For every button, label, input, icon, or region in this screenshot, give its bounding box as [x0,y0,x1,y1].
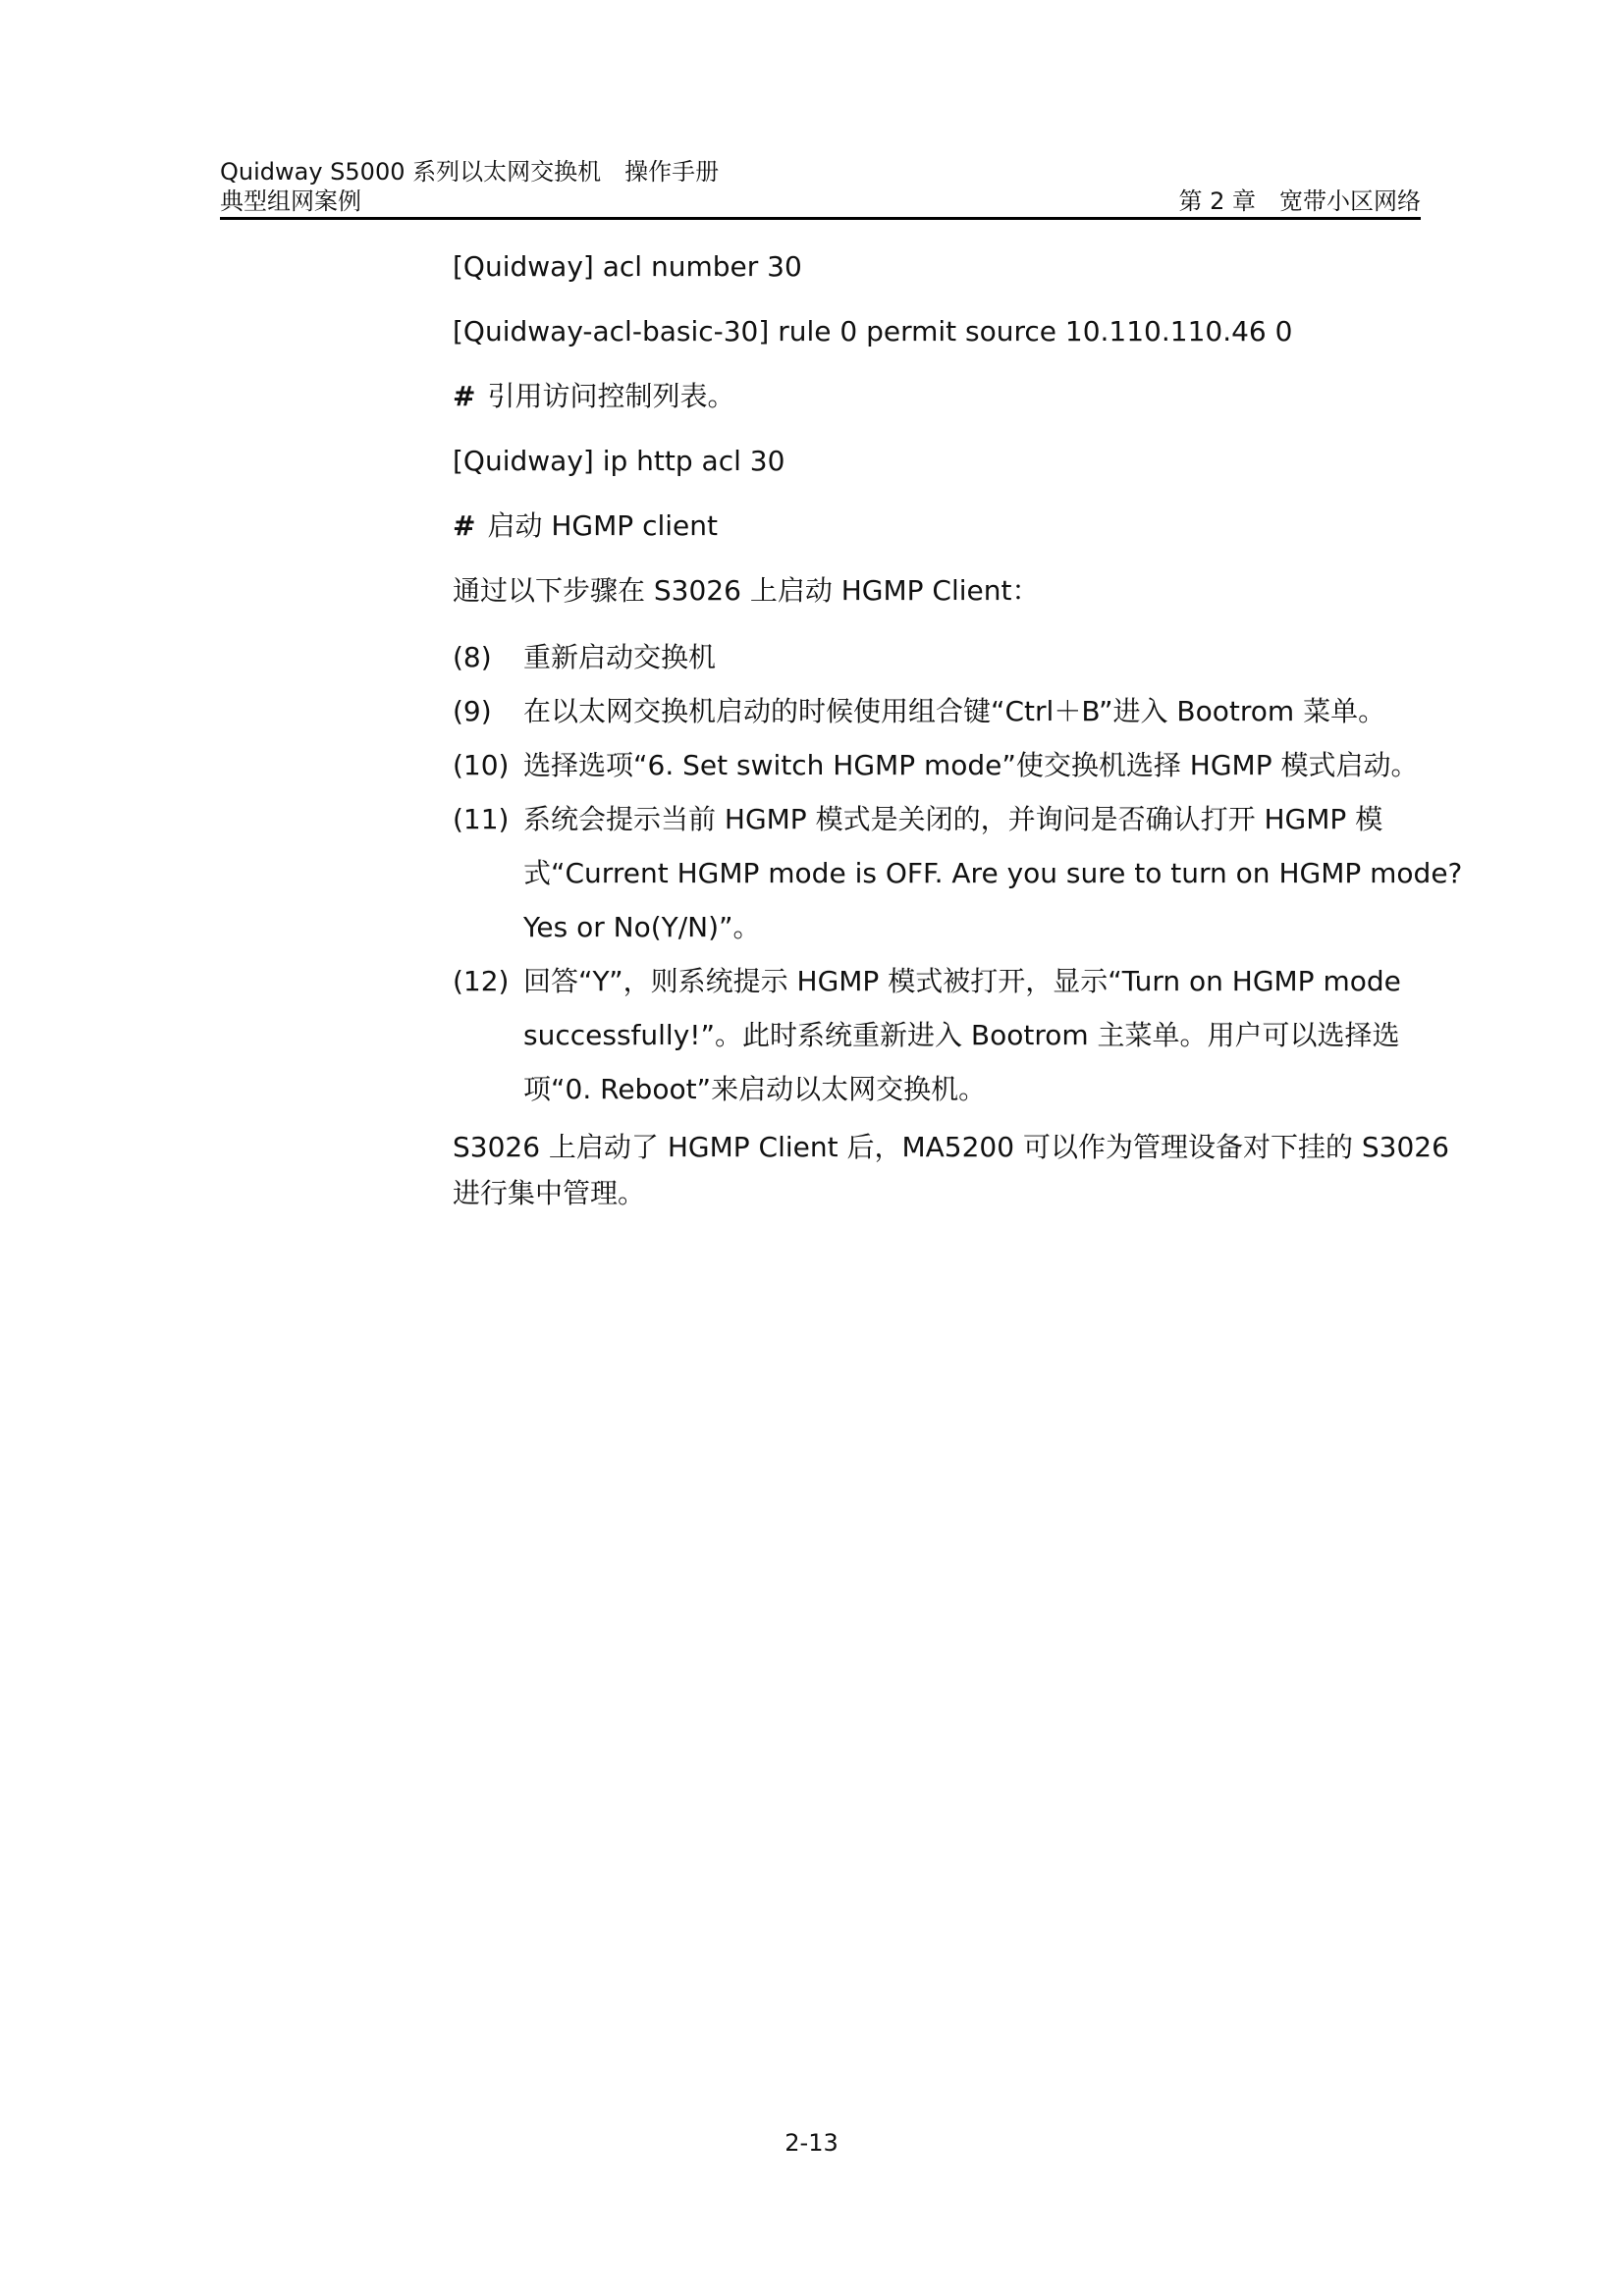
command-line: [Quidway] acl number 30 [453,250,802,283]
document-body [453,247,1463,1216]
step-number: (12) [453,965,510,997]
chapter-title: 第 2 章 宽带小区网络 [1178,187,1421,215]
step-text [523,792,1462,954]
step-text [523,684,1438,738]
step-number: (8) [453,641,492,673]
comment-line [453,507,1438,546]
step-line: 选择选项“6. Set switch HGMP mode”使交换机选择 HGMP 模式启动。 [523,749,1419,781]
header-rule [220,217,1421,220]
list-item [453,684,1438,738]
step-line: 在以太网交换机启动的时候使用组合键“Ctrl＋B”进入 Bootrom 菜单。 [523,695,1386,727]
closing-line: 进行集中管理。 [453,1177,646,1209]
step-number: (10) [453,749,510,781]
page-number: 2-13 [784,2129,839,2157]
closing-paragraph [453,1124,1449,1216]
step-line: Yes or No(Y/N)”。 [523,911,761,943]
step-line: successfully!”。此时系统重新进入 Bootrom 主菜单。用户可以选择选 [523,1019,1400,1051]
comment-text: 启动 HGMP client [487,509,718,542]
step-number: (9) [453,695,492,727]
command-line: [Quidway] ip http acl 30 [453,445,785,477]
step-text [523,630,1438,684]
step-text [523,738,1438,792]
section-title: 典型组网案例 [220,187,361,215]
comment-text: 引用访问控制列表。 [487,380,735,412]
step-line: 式“Current HGMP mode is OFF. Are you sure to turn on HGMP mode? [523,857,1463,889]
step-line: 项“0. Reboot”来启动以太网交换机。 [523,1073,987,1105]
hash-mark: # [453,509,476,542]
closing-line: S3026 上启动了 HGMP Client 后，MA5200 可以作为管理设备对下挂的 S3026 [453,1131,1449,1163]
list-item [453,630,1438,684]
step-line: 系统会提示当前 HGMP 模式是关闭的，并询问是否确认打开 HGMP 模 [523,803,1383,835]
step-text [523,954,1438,1116]
manual-title: Quidway S5000 系列以太网交换机 操作手册 [220,158,720,186]
step-line: 重新启动交换机 [523,641,717,673]
hash-mark: # [453,380,476,412]
list-item [453,738,1438,792]
step-line: 回答“Y”，则系统提示 HGMP 模式被打开，显示“Turn on HGMP mode [523,965,1401,997]
list-item [453,954,1438,1116]
page-header [220,157,1421,216]
list-item [453,792,1463,954]
comment-line [453,377,1438,416]
header-row [220,187,1421,216]
intro-paragraph: 通过以下步骤在 S3026 上启动 HGMP Client： [453,574,1040,607]
command-line: [Quidway-acl-basic-30] rule 0 permit source 10.110.110.46 0 [453,315,1293,347]
step-number: (11) [453,803,510,835]
